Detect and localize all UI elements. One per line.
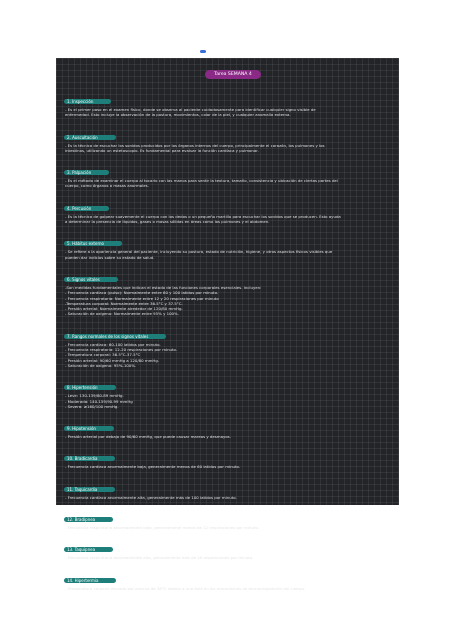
section <box>64 195 391 225</box>
section-heading: 12. Bradipnea <box>64 517 113 522</box>
notes-page <box>56 58 399 591</box>
section <box>64 88 391 118</box>
page-title: Tarea SEMANA 4 <box>205 70 261 79</box>
section-text-line: - Es la técnica de escuchar los sonidos producidos por los órganos internos del cuerpo, principalmente el corazón, los pulmones y los <box>65 142 325 148</box>
section-text-line: - Frecuencia cardíaca: 60-100 latidos por minuto. <box>65 341 161 347</box>
section-text-line: - Temperatura corporal: 36.5°C-37.5°C <box>65 352 141 358</box>
section <box>64 374 391 409</box>
section <box>64 506 391 530</box>
section-text-line: - Frecuencia respiratoria: Normalmente entre 12 y 20 respiraciones por minuto <box>65 295 219 301</box>
section <box>64 266 391 317</box>
section <box>64 230 391 260</box>
section-heading: 6. Signos vitales <box>64 277 118 282</box>
section-text-line: - Frecuencia cardíaca (pulso): Normalmente entre 60 y 100 latidos por minuto. <box>65 290 219 296</box>
section-heading: 7. Rangos normales de los signos vitales <box>64 334 166 339</box>
section-text-line: - Frecuencia respiratoria anormalmente baja, generalmente menos de 12 respiraciones por minuto. <box>65 525 260 531</box>
section-text-line: - Se refiere a la apariencia general del paciente, incluyendo su postura, estado de nutrición, higiene, y otros aspectos físicos visibles que <box>65 249 333 255</box>
section-text-line: - Saturación de oxígeno: 95%-100%. <box>65 362 137 368</box>
section-text-line: - Saturación de oxígeno: Normalmente entre 95% y 100%. <box>65 311 179 317</box>
top-marker <box>200 50 206 53</box>
section-text-line: - Presión arterial: 90/60 mmHg a 120/80 mmHg. <box>65 357 160 363</box>
section <box>64 323 391 368</box>
section-text-line: - Es la técnica de golpear suavemente el cuerpo con los dedos o un pequeño martillo para escuchar los sonidos que se producen. Esto ayuda <box>65 213 341 219</box>
section <box>64 567 391 591</box>
section-text-line: - Leve: 130-139/80-89 mmHg. <box>65 393 124 399</box>
section-text-line: - Es el primer paso en el examen físico, donde se observa al paciente cuidadosamente para identificar cualquier signo visible de <box>65 107 316 112</box>
section <box>64 415 391 439</box>
section-text-line: - Frecuencia cardíaca anormalmente alta, generalmente más de 100 latidos por minuto. <box>65 494 237 500</box>
section <box>64 536 391 560</box>
section-heading: 10. Bradicardia <box>64 456 115 461</box>
section-text-line: - Es el método de examinar el cuerpo al tocarlo con las manos para sentir la textura, tamaño, consistencia y ubicación de ciertas partes del <box>65 178 338 184</box>
section-text-line: a determinar la presencia de líquidos, gases o masas sólidas en áreas como los pulmones y el abdomen. <box>65 219 270 225</box>
section <box>64 476 391 500</box>
section-heading: 13. Taquipnea <box>64 547 113 552</box>
section-text-line: - Frecuencia cardíaca anormalmente baja, generalmente menos de 60 latidos por minuto. <box>65 464 241 470</box>
section-text-line: cuerpo, como órganos o masas anormales. <box>65 183 149 189</box>
notes-content <box>64 88 391 597</box>
section <box>64 159 391 189</box>
section-heading: 4. Percusión <box>64 206 109 211</box>
section <box>64 124 391 154</box>
section-heading: 9. Hipotensión <box>64 426 114 431</box>
section-heading: 11. Taquicardia <box>64 487 115 492</box>
section-text-line: - Severa: ≥160/100 mmHg. <box>65 403 119 409</box>
section-text-line: -Son medidas fundamentales que indican el estado de las funciones corporales esenciales. Incluyen: <box>65 284 262 290</box>
section-heading: 1. Inspección <box>64 99 111 104</box>
section <box>64 445 391 469</box>
section-text-line: - Presión arterial: Normalmente alrededor de 120/80 mmHg. <box>65 306 183 312</box>
section-text-line: intestinos, utilizando un estetoscopio. Es fundamental para evaluar la función cardíaca y pulmonar. <box>65 147 259 153</box>
section-text-line: - Frecuencia respiratoria: 12-20 respiraciones por minuto. <box>65 347 178 353</box>
section-heading: 14. Hipertermia <box>64 578 116 583</box>
section-heading: 5. Hábitus externo <box>64 241 122 246</box>
section-text-line: - Moderada: 140-159/90-99 mmHg <box>65 398 133 404</box>
section-text-line: - Temperatura corporal elevada por encima de 38°C debido a una falla en los mecanismos de termorregulación del cuerpo. <box>65 585 306 591</box>
section-heading: 3. Palpación <box>64 170 109 175</box>
section-heading: 2. Auscultación <box>64 135 116 140</box>
section-heading: 8. Hipertensión <box>64 385 116 390</box>
section-text-line: - Presión arterial por debajo de 90/60 mmHg, que puede causar mareos y desmayos. <box>65 434 231 440</box>
section-text-line: pueden dar indicios sobre su estado de salud. <box>65 254 155 260</box>
section-text-line: enfermedad. Esto incluye la observación de la postura, movimientos, color de la piel, y cualquier anomalía externa. <box>65 112 291 118</box>
section-text-line: - Frecuencia respiratoria anormalmente alta, generalmente más de 20 respiraciones por minuto. <box>65 555 254 561</box>
section-text-line: -Temperatura corporal: Normalmente entre 36.5°C y 37.5°C. <box>65 300 183 306</box>
